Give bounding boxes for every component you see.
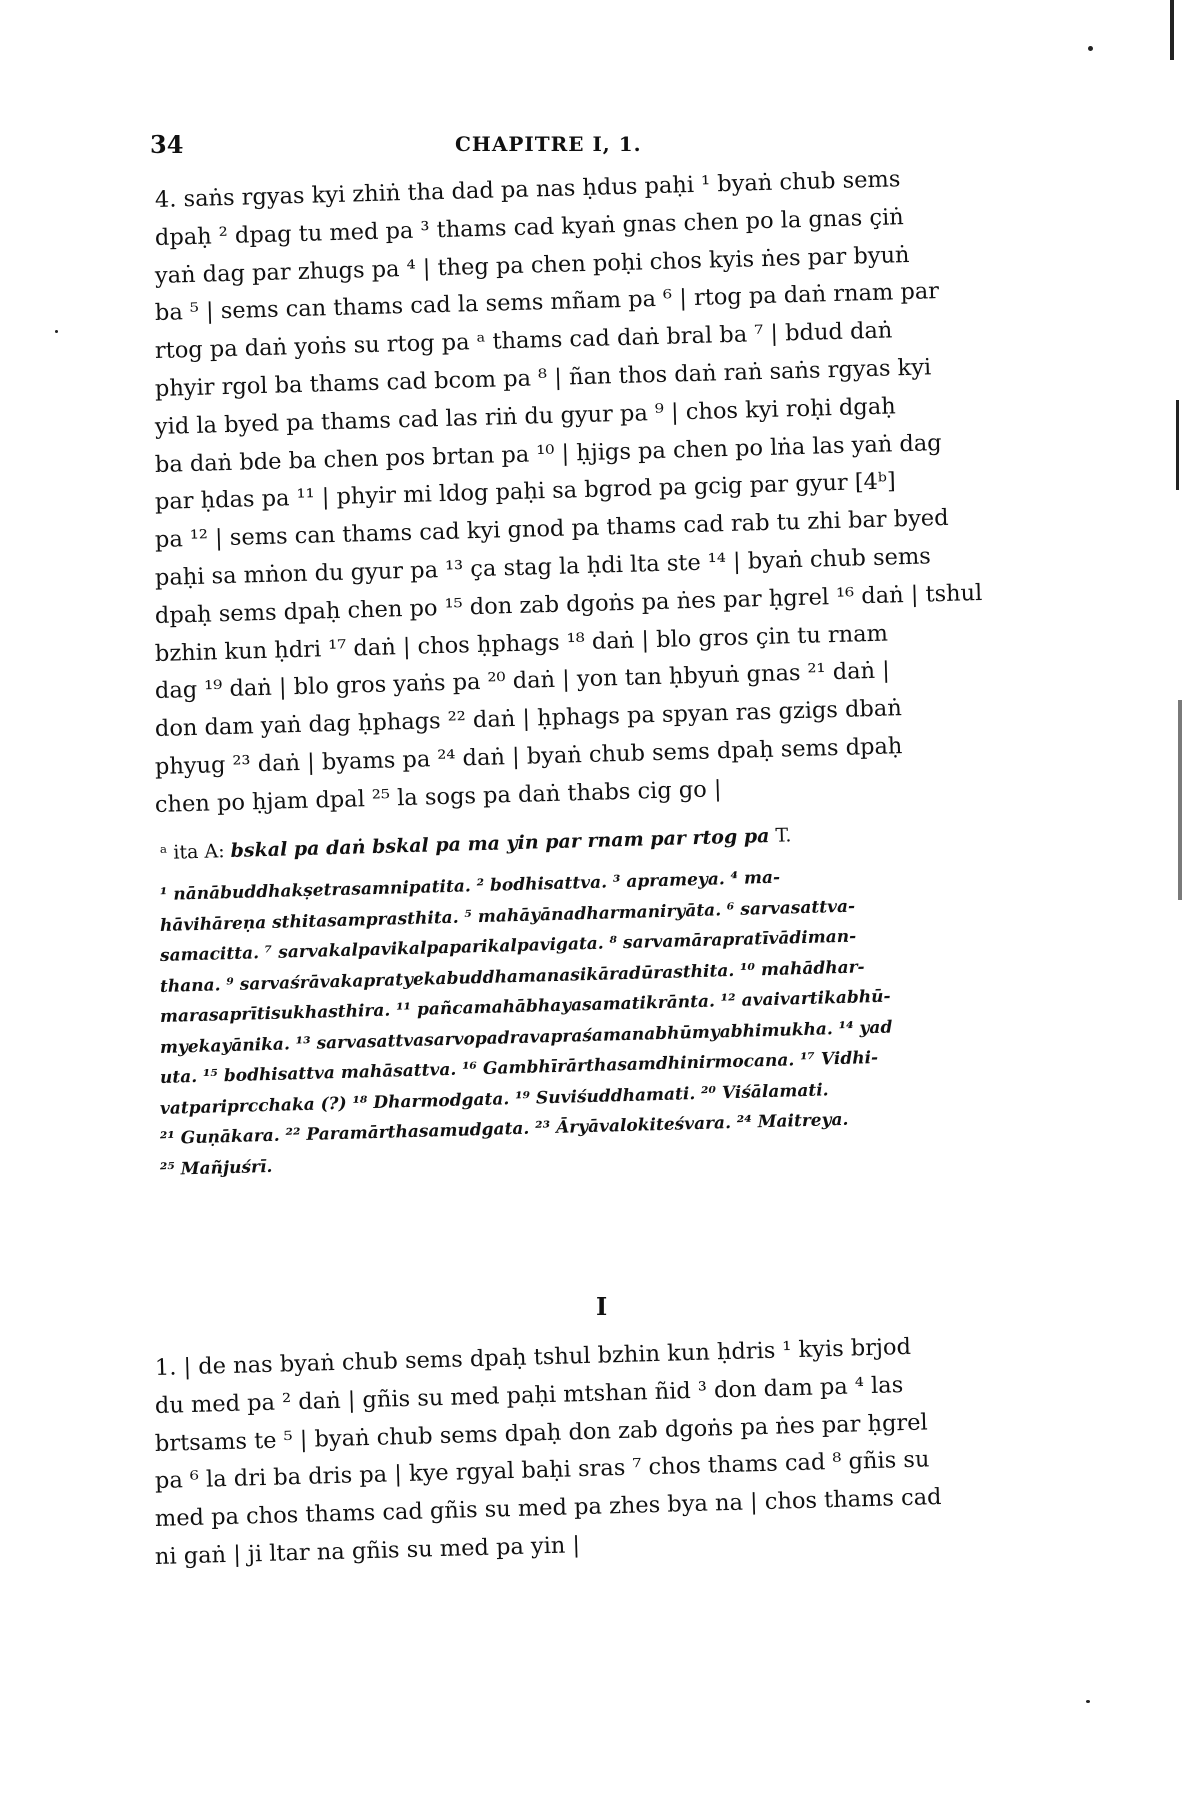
scan-speck bbox=[55, 330, 58, 333]
text-line: dpaḥ sems dpaḥ chen po ¹⁵ don zab dgoṅs pa ṅes par ḥgrel ¹⁶ daṅ | tshul bbox=[154, 579, 983, 629]
text-line: med pa chos thams cad gñis su med pa zhes bya na | chos thams cad bbox=[154, 1484, 942, 1533]
text-line: rtog pa daṅ yoṅs su rtog pa ᵃ thams cad daṅ bral ba ⁷ | bdud daṅ bbox=[154, 317, 893, 365]
text-line: 1. | de nas byaṅ chub sems dpaḥ tshul bzhin kun ḥdris ¹ kyis brjod bbox=[154, 1333, 912, 1381]
text-line: dpaḥ ² dpag tu med pa ³ thams cad kyaṅ gnas chen po la gnas çiṅ bbox=[154, 203, 905, 251]
scan-edge-mark bbox=[1176, 400, 1179, 490]
footnote-line: ¹ nānābuddhakṣetrasamnipatita. ² bodhisattva. ³ aprameya. ⁴ ma- bbox=[159, 867, 781, 905]
text-line: phyug ²³ daṅ | byams pa ²⁴ daṅ | byaṅ chub sems dpaḥ sems dpaḥ bbox=[154, 733, 903, 780]
text-line: ba daṅ bde ba chen pos brtan pa ¹⁰ | ḥjigs pa chen po lṅa las yaṅ dag bbox=[154, 429, 942, 478]
text-line: pa ¹² | sems can thams cad kyi gnod pa thams cad rab tu zhi bar byed bbox=[154, 505, 949, 554]
footnote-line: thana. ⁹ sarvaśrāvakapratyekabuddhamanasikāradūrasthita. ¹⁰ mahādhar- bbox=[159, 956, 865, 997]
text-line: paḥi sa mṅon du gyur pa ¹³ ça stag la ḥdi lta ste ¹⁴ | byaṅ chub sems bbox=[154, 543, 932, 591]
footnote-line: uta. ¹⁵ bodhisattva mahāsattva. ¹⁶ Gambhīrārthasamdhinirmocana. ¹⁷ Vidhi- bbox=[159, 1047, 879, 1088]
paragraph-1 bbox=[154, 1333, 1039, 1577]
variant-prefix: ᵃ ita A: bbox=[159, 840, 225, 864]
text-line: dag ¹⁹ daṅ | blo gros yaṅs pa ²⁰ daṅ | yon tan ḥbyuṅ gnas ²¹ daṅ | bbox=[154, 657, 891, 705]
text-line: brtsams te ⁵ | byaṅ chub sems dpaḥ don zab dgoṅs pa ṅes par ḥgrel bbox=[154, 1409, 929, 1457]
footnote-line: ²¹ Guṇākara. ²² Paramārthasamudgata. ²³ Āryāvalokiteśvara. ²⁴ Maitreya. bbox=[159, 1109, 849, 1149]
page-header bbox=[150, 130, 910, 160]
footnote-line: vatpariprcchaka (?) ¹⁸ Dharmodgata. ¹⁹ Suviśuddhamati. ²⁰ Viśālamati. bbox=[159, 1079, 829, 1119]
text-line: pa ⁶ la dri ba dris pa | kye rgyal baḥi sras ⁷ chos thams cad ⁸ gñis su bbox=[154, 1446, 930, 1495]
footnote-line: hāvihāreṇa sthitasamprasthita. ⁵ mahāyānadharmaniryāta. ⁶ sarvasattva- bbox=[159, 896, 856, 936]
scan-speck bbox=[1088, 46, 1093, 51]
variant-text: bskal pa daṅ bskal pa ma yin par rnam par rtog pa bbox=[230, 824, 770, 863]
text-line: ni gaṅ | ji ltar na gñis su med pa yin | bbox=[154, 1532, 581, 1570]
scan-edge-mark bbox=[1170, 0, 1174, 60]
section-heading: I bbox=[596, 1292, 608, 1321]
text-line: du med pa ² daṅ | gñis su med paḥi mtshan ñid ³ don dam pa ⁴ las bbox=[154, 1371, 904, 1419]
variant-suffix: T. bbox=[775, 824, 792, 847]
footnotes bbox=[159, 867, 1045, 1185]
text-line: phyir rgol ba thams cad bcom pa ⁸ | ñan thos daṅ raṅ saṅs rgyas kyi bbox=[154, 354, 932, 402]
footnote-line: myekayānika. ¹³ sarvasattvasarvopadravapraśamanabhūmyabhimukha. ¹⁴ yad bbox=[159, 1017, 893, 1058]
text-line: yid la byed pa thams cad las riṅ du gyur pa ⁹ | chos kyi roḥi dgaḥ bbox=[154, 393, 897, 440]
text-line: ba ⁵ | sems can thams cad la sems mñam pa ⁶ | rtog pa daṅ rnam par bbox=[154, 278, 940, 327]
scan-speck bbox=[1086, 1700, 1090, 1703]
footnote-line: samacitta. ⁷ sarvakalpavikalpaparikalpavigata. ⁸ sarvamārapratīvādiman- bbox=[159, 926, 857, 966]
text-line: par ḥdas pa ¹¹ | phyir mi ldog paḥi sa bgrod pa gcig par gyur [4ᵇ] bbox=[154, 468, 897, 516]
page-number: 34 bbox=[150, 130, 184, 159]
text-line: 4. saṅs rgyas kyi zhiṅ tha dad pa nas ḥdus paḥi ¹ byaṅ chub sems bbox=[154, 166, 901, 213]
footnote-line: ²⁵ Mañjuśrī. bbox=[159, 1156, 273, 1180]
footnote-line: marasaprītisukhasthira. ¹¹ pañcamahābhayasamatikrānta. ¹² avaivartikabhū- bbox=[159, 986, 891, 1027]
text-line: chen po ḥjam dpal ²⁵ la sogs pa daṅ thabs cig go | bbox=[154, 775, 722, 818]
text-line: don dam yaṅ dag ḥphags ²² daṅ | ḥphags pa spyan ras gzigs dbaṅ bbox=[154, 695, 903, 743]
text-line: bzhin kun ḥdri ¹⁷ daṅ | chos ḥphags ¹⁸ daṅ | blo gros çin tu rnam bbox=[154, 620, 889, 667]
chapter-title: CHAPITRE I, 1. bbox=[455, 132, 642, 156]
scan-edge-mark bbox=[1178, 700, 1182, 900]
text-line: yaṅ dag par zhugs pa ⁴ | theg pa chen poḥi chos kyis ṅes par byuṅ bbox=[154, 241, 910, 289]
paragraph-4 bbox=[154, 166, 1039, 825]
